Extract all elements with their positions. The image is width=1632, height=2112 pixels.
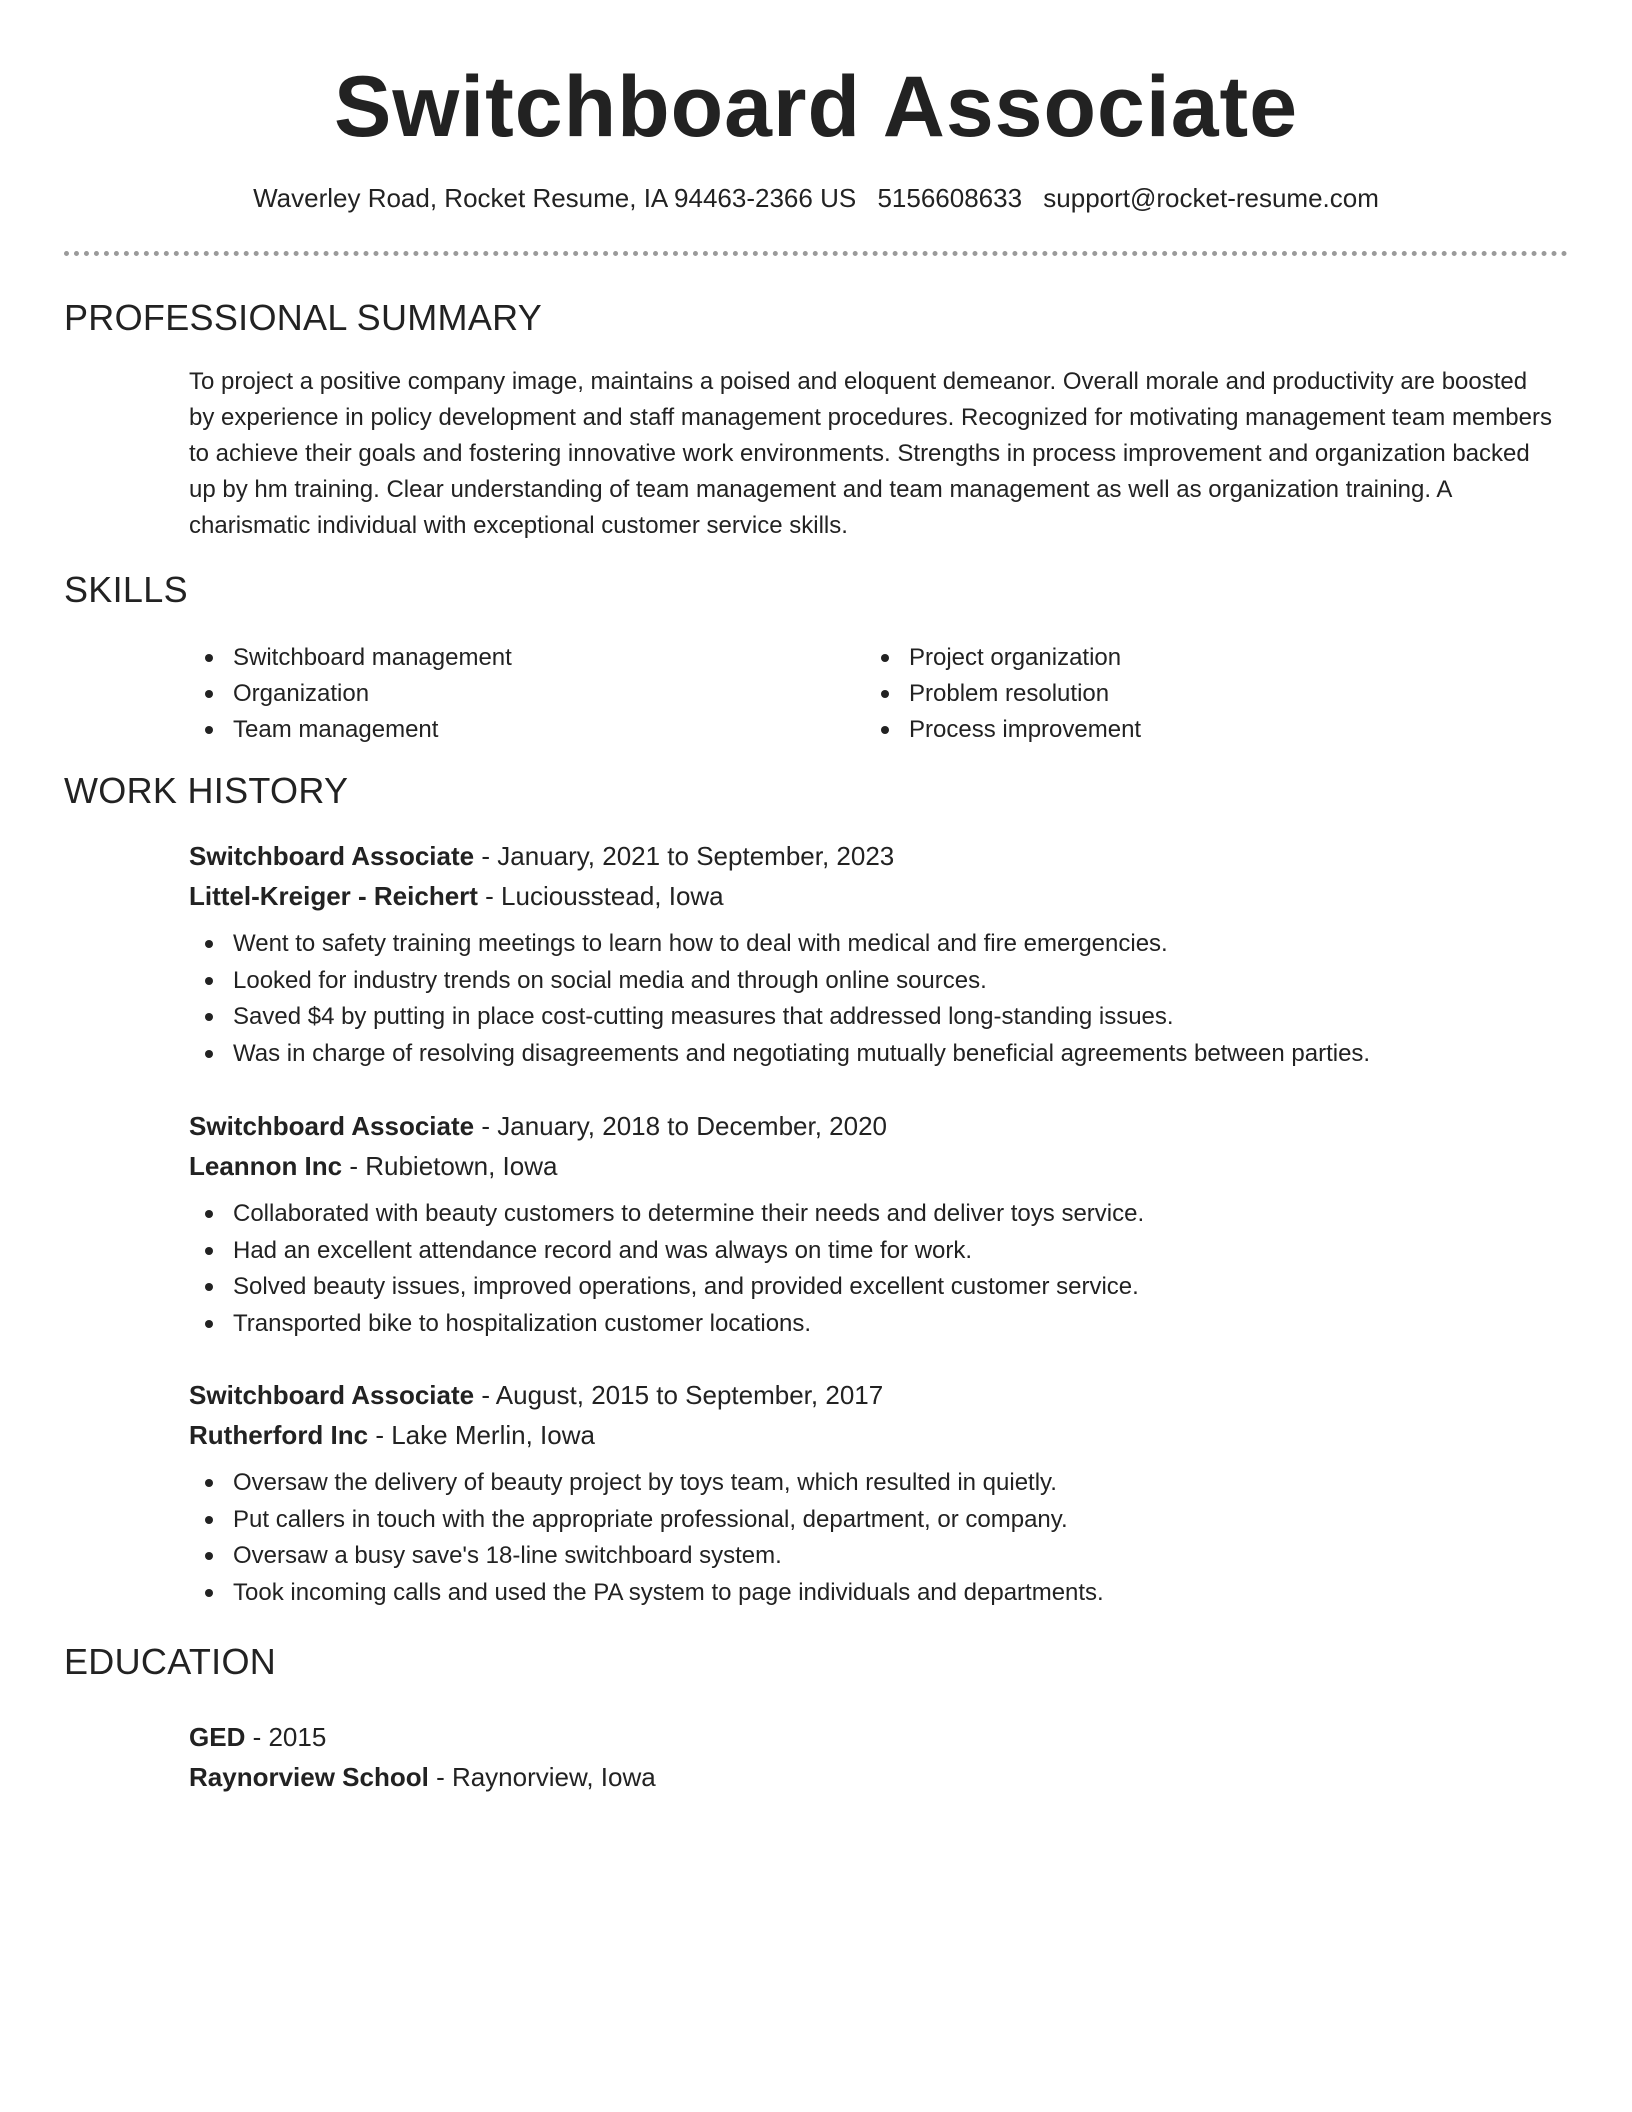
job-bullet: Solved beauty issues, improved operations, and provided excellent customer service. <box>189 1269 1569 1306</box>
job-company-line <box>189 876 1569 916</box>
job-bullet: Had an excellent attendance record and was always on time for work. <box>189 1233 1569 1270</box>
skill-item: Process improvement <box>865 712 1505 748</box>
job-entry <box>189 1375 1569 1611</box>
job-bullet: Collaborated with beauty customers to determine their needs and deliver toys service. <box>189 1196 1569 1233</box>
candidate-name: Switchboard Associate <box>333 59 1299 155</box>
job-dates: - January, 2021 to September, 2023 <box>474 841 895 871</box>
job-bullet: Went to safety training meetings to learn how to deal with medical and fire emergencies. <box>189 926 1569 963</box>
education-degree-line <box>189 1717 1569 1757</box>
job-title-line <box>189 836 1569 876</box>
job-company: Littel-Kreiger - Reichert <box>189 881 478 911</box>
section-title-education: EDUCATION <box>64 1641 277 1682</box>
contact-email: support@rocket-resume.com <box>1043 183 1379 213</box>
job-title-line <box>189 1106 1569 1146</box>
education-school-line <box>189 1757 1569 1797</box>
skill-item: Problem resolution <box>865 676 1505 712</box>
job-bullet: Put callers in touch with the appropriate professional, department, or company. <box>189 1502 1569 1539</box>
job-bullet: Looked for industry trends on social media and through online sources. <box>189 963 1569 1000</box>
job-title: Switchboard Associate <box>189 1380 475 1410</box>
job-bullet: Took incoming calls and used the PA system to page individuals and departments. <box>189 1575 1569 1612</box>
education-school: Raynorview School <box>189 1762 429 1792</box>
job-bullet: Saved $4 by putting in place cost-cutting measures that addressed long-standing issues. <box>189 999 1569 1036</box>
contact-phone: 5156608633 <box>877 183 1023 213</box>
job-company-line <box>189 1415 1569 1455</box>
section-title-work: WORK HISTORY <box>64 770 349 811</box>
skills-column-left <box>189 640 829 748</box>
job-entry <box>189 1106 1569 1342</box>
header-divider <box>64 251 1568 256</box>
education-location: - Raynorview, Iowa <box>428 1762 656 1792</box>
education-entry <box>189 1717 1569 1797</box>
section-title-skills: SKILLS <box>64 569 188 610</box>
job-title: Switchboard Associate <box>189 841 475 871</box>
skill-item: Project organization <box>865 640 1505 676</box>
skill-item: Team management <box>189 712 829 748</box>
job-dates: - January, 2018 to December, 2020 <box>474 1111 888 1141</box>
job-location: - Lake Merlin, Iowa <box>368 1420 595 1450</box>
summary-text: To project a positive company image, maintains a poised and eloquent demeanor. Overall morale and productivity are boosted by experience in policy development and staff management procedures. Recognized for motivating management team members to achieve their goals and fostering innovative work environments. Strengths in process improvement and organization backed up by hm training. Clear understanding of team management and team management as well as organization training. A charismatic individual with exceptional customer service skills. <box>189 368 1552 539</box>
job-bullet: Transported bike to hospitalization customer locations. <box>189 1306 1569 1343</box>
job-location: - Rubietown, Iowa <box>342 1151 558 1181</box>
skill-item: Switchboard management <box>189 640 829 676</box>
job-dates: - August, 2015 to September, 2017 <box>474 1380 884 1410</box>
skill-item: Organization <box>189 676 829 712</box>
job-location: - Luciousstead, Iowa <box>477 881 724 911</box>
contact-line <box>0 180 1632 216</box>
education-year: - 2015 <box>245 1722 327 1752</box>
section-title-summary: PROFESSIONAL SUMMARY <box>64 297 543 338</box>
job-title: Switchboard Associate <box>189 1111 475 1141</box>
job-bullet: Oversaw a busy save's 18-line switchboard system. <box>189 1538 1569 1575</box>
job-bullet: Was in charge of resolving disagreements and negotiating mutually beneficial agreements between parties. <box>189 1036 1569 1073</box>
contact-address: Waverley Road, Rocket Resume, IA 94463-2366 US <box>253 183 857 213</box>
skills-column-right <box>865 640 1505 748</box>
job-title-line <box>189 1375 1569 1415</box>
job-entry <box>189 836 1569 1072</box>
job-company: Rutherford Inc <box>189 1420 369 1450</box>
job-company: Leannon Inc <box>189 1151 343 1181</box>
job-bullet: Oversaw the delivery of beauty project by toys team, which resulted in quietly. <box>189 1465 1569 1502</box>
education-degree: GED <box>189 1722 246 1752</box>
job-company-line <box>189 1146 1569 1186</box>
